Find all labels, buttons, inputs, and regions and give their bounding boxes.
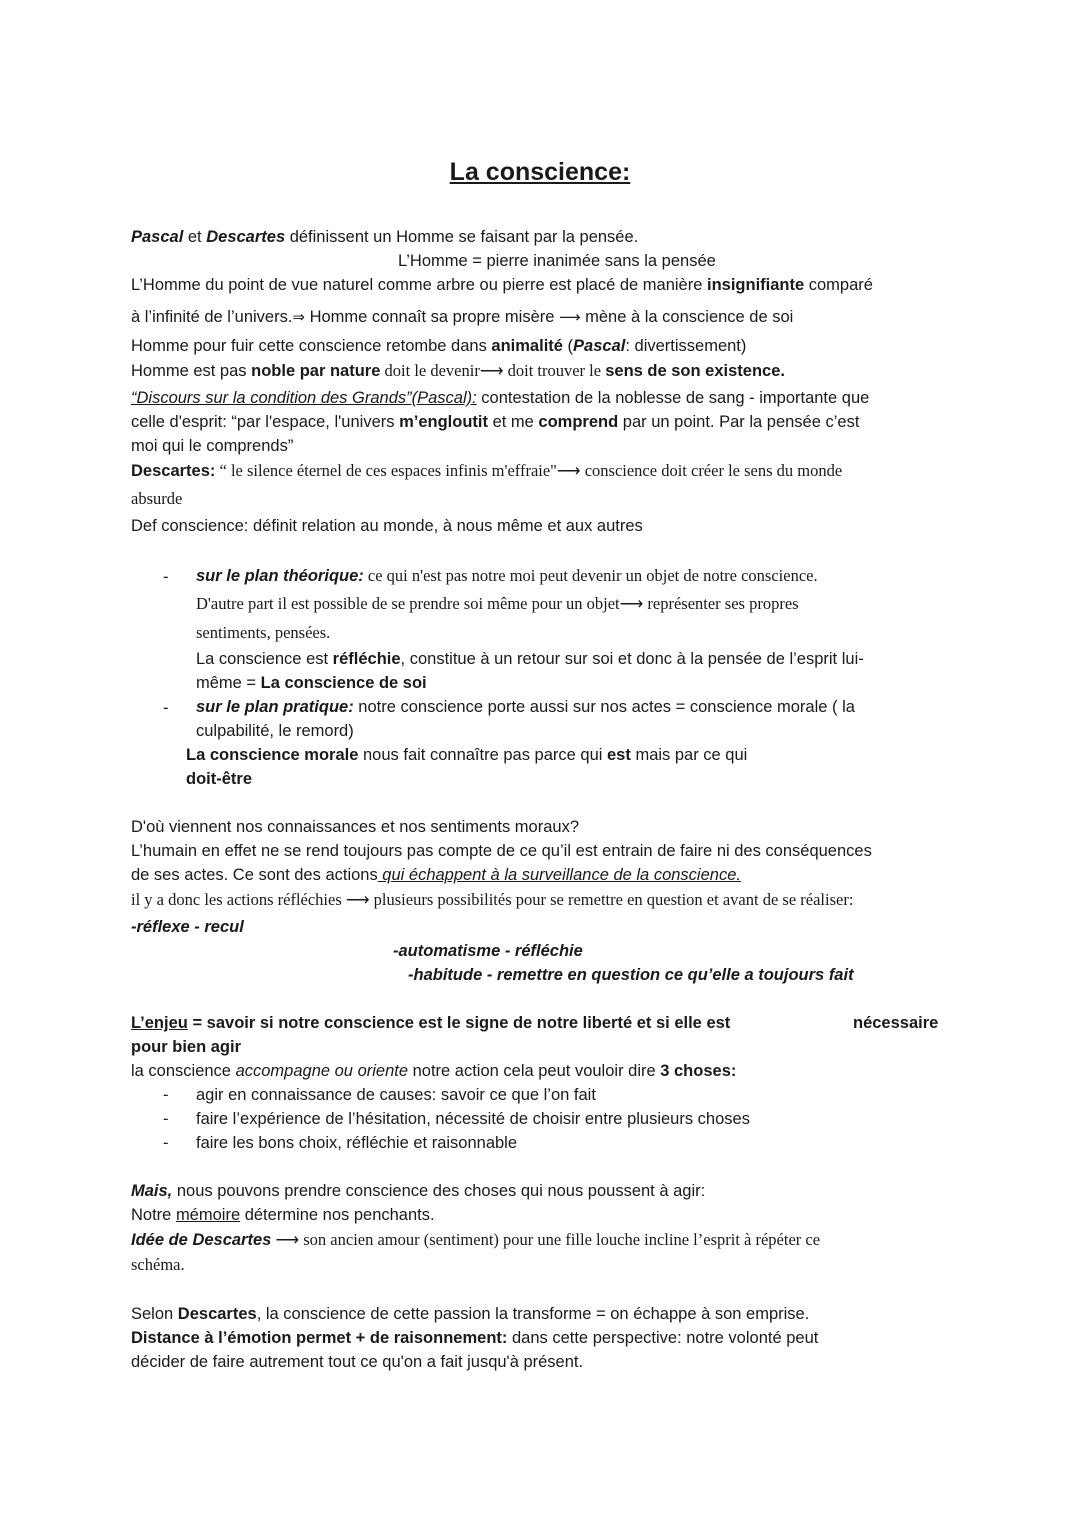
plan-theorique-line-3: sentiments, pensées.: [196, 623, 331, 642]
origine-line-4: il y a donc les actions réfléchies ⟶ plusieurs possibilités pour se remettre en question et avant de se réaliser:: [131, 890, 854, 909]
intro-line-8: celle d'esprit: “par l'espace, l'univers m’engloutit et me comprend par un point. Par la pensée c’est: [131, 413, 860, 431]
discours-title: “Discours sur la condition des Grands”(Pascal):: [131, 389, 477, 407]
discours-line: “Discours sur la condition des Grands”(Pascal): contestation de la noblesse de sang - importante que: [131, 389, 870, 407]
origine-line-3: de ses actes. Ce sont des actions qui échappent à la surveillance de la conscience.: [131, 866, 741, 884]
page-title: La conscience:: [449, 158, 631, 186]
list-item: agir en connaissance de causes: savoir ce que l’on fait: [196, 1086, 596, 1104]
def-conscience-line: Def conscience: définit relation au monde, à nous même et aux autres: [131, 517, 643, 535]
enjeu-line-3: la conscience accompagne ou oriente notre action cela peut vouloir dire 3 choses:: [131, 1062, 737, 1080]
idee-descartes-line-2: schéma.: [131, 1255, 185, 1274]
distance-line: Distance à l’émotion permet + de raisonnement: dans cette perspective: notre volonté peut: [131, 1329, 819, 1347]
descartes-quote-line: Descartes: “ le silence éternel de ces espaces infinis m'effraie"⟶ conscience doit créer le sens du monde: [131, 461, 843, 480]
origine-line-2: L’humain en effet ne se rend toujours pas compte de ce qu’il est entrain de faire ni des conséquences: [131, 842, 872, 860]
idee-descartes-line: Idée de Descartes ⟶ son ancien amour (sentiment) pour une fille louche incline l’esprit à répéter ce: [131, 1230, 821, 1249]
list-item: faire les bons choix, réfléchie et raisonnable: [196, 1134, 518, 1152]
mais-line-2: Notre mémoire détermine nos penchants.: [131, 1206, 435, 1224]
enjeu-line-1: L’enjeu = savoir si notre conscience est le signe de notre liberté et si elle est: [131, 1014, 731, 1032]
origine-question: D'où viennent nos connaissances et nos sentiments moraux?: [131, 818, 579, 836]
intro-line-3: L’Homme du point de vue naturel comme arbre ou pierre est placé de manière insignifiante comparé: [131, 276, 873, 294]
bullet-dash: -: [163, 568, 169, 586]
mais-line-1: Mais, nous pouvons prendre conscience des choses qui nous poussent à agir:: [131, 1182, 706, 1200]
selon-descartes-line: Selon Descartes, la conscience de cette passion la transforme = on échappe à son emprise.: [131, 1305, 810, 1323]
plan-theorique-line-2: D'autre part il est possible de se prendre soi même pour un objet⟶ représenter ses propres: [196, 594, 799, 613]
plan-theorique-line-1: sur le plan théorique: ce qui n'est pas notre moi peut devenir un objet de notre conscience.: [196, 566, 818, 585]
intro-line-1: Pascal et Descartes définissent un Homme se faisant par la pensée.: [131, 228, 639, 246]
intro-centered-line: L’Homme = pierre inanimée sans la pensée: [398, 252, 716, 270]
plan-meme-line: même = La conscience de soi: [196, 674, 427, 692]
name-pascal: Pascal: [131, 228, 184, 246]
list-item: faire l’expérience de l’hésitation, nécessité de choisir entre plusieurs choses: [196, 1110, 750, 1128]
bullet-dash: -: [163, 1134, 169, 1152]
bullet-dash: -: [163, 1110, 169, 1128]
bullet-dash: -: [163, 1086, 169, 1104]
implies-arrow-icon: ⇒: [292, 308, 305, 326]
doit-etre-line: doit-être: [186, 770, 252, 788]
intro-line-5: Homme pour fuir cette conscience retombe dans animalité (Pascal: divertissement): [131, 337, 747, 355]
plan-pratique-line-1: sur le plan pratique: notre conscience porte aussi sur nos actes = conscience morale ( la: [196, 698, 855, 716]
intro-line-9: moi qui le comprends”: [131, 437, 294, 455]
name-descartes: Descartes: [206, 228, 286, 246]
intro-line-4: à l’infinité de l’univers.⇒ Homme connaît sa propre misère ⟶ mène à la conscience de soi: [131, 308, 794, 326]
last-line: décider de faire autrement tout ce qu'on a fait jusqu'à présent.: [131, 1353, 584, 1371]
plan-pratique-line-2: culpabilité, le remord): [196, 722, 354, 740]
conscience-morale-line: La conscience morale nous fait connaître pas parce qui est mais par ce qui: [186, 746, 748, 764]
reflexe-line: -réflexe - recul: [131, 918, 244, 936]
bullet-dash: -: [163, 699, 169, 717]
right-arrow-icon: ⟶: [559, 308, 581, 326]
enjeu-line-2: pour bien agir: [131, 1038, 242, 1056]
intro-line-11: absurde: [131, 489, 183, 508]
habitude-line: -habitude - remettre en question ce qu’elle a toujours fait: [408, 966, 854, 984]
plan-reflechie-line: La conscience est réfléchie, constitue à un retour sur soi et donc à la pensée de l’esprit lui-: [196, 650, 864, 668]
enjeu-line-1-right: nécessaire: [853, 1014, 939, 1032]
intro-line-6: Homme est pas noble par nature doit le devenir⟶ doit trouver le sens de son existence.: [131, 361, 785, 380]
automatisme-line: -automatisme - réfléchie: [393, 942, 583, 960]
